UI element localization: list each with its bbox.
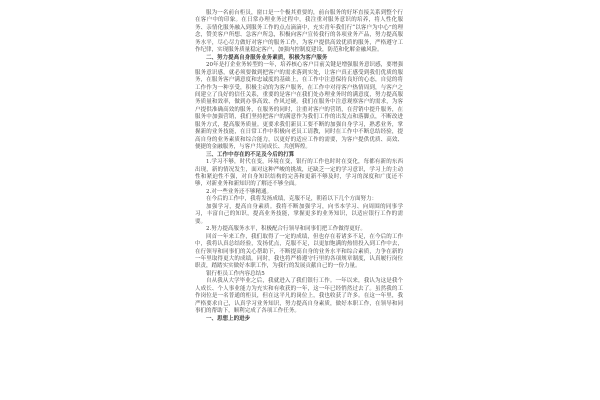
paragraph-shortcoming-2: 2.对一些业务还不够精通。 — [206, 188, 273, 195]
paragraph-summary-intro: 自从我从大学毕业之后，我就进入了我们银行工作。一年以来，我认为这是我个人成长、个人事业能力为充实和有收获的一年，这一年已经悄然过去了。虽然我的工作岗位是一名普通的柜员，但在这平凡的岗位上，我也收获了许多。在这一年里，我严格要求自己，认真学习业务知识，努力提高自身素质，做好本职工作，在领导和同事们的帮助下，顺利完成了各项工作任务。 — [195, 278, 403, 315]
paragraph-service-intro: 服为一名前台柜员，窗口是一个极其重要的，前台服务的好坏直接关系到整个行在客户中的印象。在日常办理业务过程中，我注重对服务意识的培养，将人性化服务、亲情化服务融入到服务工作的点点滴滴中，充实青年我们行“以客户为中心”的理念，赞美客户所想、急客户所急，积极向客户宣传我行的各项业务产品，努力提高服务水平，尽心尽力做好对客户的服务工作，为客户提供高效优质的服务，严格遵守工作纪律，实现服务质量稳定客户，加强内控制度建设，防范和化解金融风险。 — [195, 10, 403, 54]
document-subtitle: 银行柜员工作内容总结5 — [206, 270, 265, 277]
paragraph-service-quality: 20年是打企业务转型的一年，培养核心客户目前关键是增强服务意识感，要增强服务意识感，就必须要做到把客户的需求落到实处，让客户真正感受到我们优质的服务，在服务客户满意度和忠诚度的基础上，在工作中注意保持良好的心态，自觉的将工作作为一种享受，积极主动的为客户服务，在工作中对待客户热情周到，与客户之间建立了良好的信任关系，重要的是客户在我们处办理业务时的满意度，努力提高服务质量和效率，做到办事高效、作风过硬。我们在服务中注意观察客户的需求，为客户提供准确高效的服务，在服务的同时，注重对客户的营销，在营销中提升服务，在服务中加强营销，我们坚持把客户的满意作为我们工作的出发点和落脚点，不断改进服务方式，提高服务质量。更要求我们新员工要不断的加强自身学习，熟悉业务，掌握新的业务技能，在日常工作中积极向老员工请教，同时在工作中不断总结经验，提高自身的业务素质和综合能力，以更好的适应工作的需要，为客户提供优质、高效、便捷的金融服务，与客户共同成长、共创辉煌。 — [195, 62, 403, 151]
paragraph-future-intro: 在今后的工作中，我将发扬成绩，克服不足，朝着以下几个方面努力： — [206, 196, 378, 203]
document-body — [195, 10, 403, 323]
section-heading-thought: 一、思想上的进步 — [206, 315, 251, 322]
section-heading-2: 二、努力提高自身服务业务素质，积极为客户服务 — [206, 54, 328, 61]
section-heading-3: 三、工作中存在的不足及今后的打算 — [206, 151, 295, 158]
paragraph-review: 回首一年来工作，我们取得了一定的成绩，但也存在着诸多不足，在今后的工作中，我将认真总结经验，发扬优点，克服不足，以更加饱满的热情投入到工作中去，在行领导和同事们的关心帮助下，不断提高自身的业务水平和综合素质，力争在新的一年里取得更大的成绩。同时，我也将严格遵守行里的各项规章制度，认真履行岗位职责，踏踏实实做好本职工作，为我行的发展贡献自己的一份力量。 — [195, 233, 403, 270]
paragraph-plan-2: 2.努力提高服务水平，积极配合行领导和同事们把工作做得更好。 — [206, 226, 366, 233]
paragraph-plan-1: 加强学习，提高自身素质。我将不断加强学习，向书本学习、向周围的同事学习，丰富自己的知识，提高业务技能，掌握更多的业务知识，以适应银行工作的需要。 — [195, 203, 403, 225]
paragraph-shortcoming-1: 1.学习不够，时代在变，环境在变，银行的工作也时时在变化，每都有新的东西出现，新的情况发生，面对这种严峻的挑战，还缺乏一定的学习意识，学习上的主动性和紧迫性不强，对自身知识结构的完善和更新不够及时，学习的深度和广度还不够，对新业务和新知识的了解还不够全面。 — [195, 159, 403, 188]
